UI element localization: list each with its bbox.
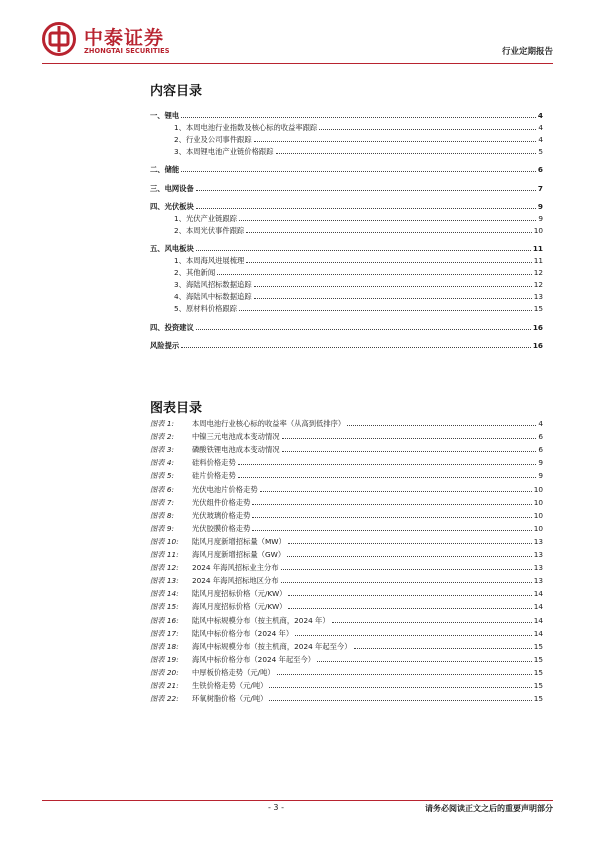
toc-entry-page: 4 bbox=[537, 111, 543, 120]
toc-section-entry[interactable] bbox=[150, 199, 543, 211]
footer-divider bbox=[42, 800, 553, 801]
figure-list-entry[interactable] bbox=[150, 626, 543, 638]
figure-page: 14 bbox=[533, 589, 543, 599]
figure-list-entry[interactable] bbox=[150, 586, 543, 598]
figure-number: 图表 21: bbox=[150, 681, 179, 690]
dot-leader bbox=[254, 286, 532, 287]
dot-leader bbox=[354, 648, 532, 649]
toc-entry-label: 五、风电板块 bbox=[150, 243, 194, 253]
figure-caption: 2024 年海风招标地区分布 bbox=[192, 576, 279, 586]
page-number: - 3 - bbox=[268, 803, 284, 812]
figure-page: 4 bbox=[538, 419, 543, 428]
toc-entry-page: 9 bbox=[537, 201, 543, 211]
toc-entry-page: 11 bbox=[532, 243, 543, 253]
toc-entry-label: 4、海陆风中标数据追踪 bbox=[174, 292, 252, 302]
figure-caption: 陆风中标规模分布（按主机商，2024 年） bbox=[192, 615, 330, 625]
toc-entry-label: 2、行业及公司事件跟踪 bbox=[174, 135, 252, 145]
figure-number: 图表 5: bbox=[150, 471, 175, 481]
toc-subsection-entry[interactable] bbox=[150, 289, 543, 301]
figure-page: 15 bbox=[533, 641, 543, 651]
figure-page: 9 bbox=[538, 471, 543, 481]
figure-caption: 陆风中标价格分布（2024 年） bbox=[192, 628, 294, 638]
toc-entry-label: 二、储能 bbox=[150, 165, 180, 175]
figure-number: 图表 9: bbox=[150, 523, 175, 533]
figure-number: 图表 15: bbox=[150, 602, 179, 612]
figure-caption: 生铁价格走势（元/吨） bbox=[192, 681, 268, 690]
toc-entry-label: 1、光伏产业链跟踪 bbox=[174, 213, 238, 223]
toc-entry-page: 5 bbox=[538, 147, 543, 157]
dot-leader bbox=[217, 274, 532, 275]
dot-leader bbox=[238, 464, 537, 465]
figure-list-entry[interactable] bbox=[150, 639, 543, 651]
dot-leader bbox=[281, 582, 532, 583]
figure-page: 10 bbox=[533, 484, 543, 494]
dot-leader bbox=[196, 250, 531, 251]
figure-page: 9 bbox=[538, 458, 543, 468]
dot-leader bbox=[288, 595, 531, 596]
figure-caption: 本周电池行业核心标的收益率（从高到低排序） bbox=[192, 419, 346, 428]
dot-leader bbox=[196, 329, 531, 330]
dot-leader bbox=[246, 262, 531, 263]
figure-number: 图表 7: bbox=[150, 497, 175, 507]
dot-leader bbox=[254, 298, 532, 299]
toc-entry-page: 12 bbox=[533, 268, 543, 278]
zhongtai-logo-icon bbox=[42, 22, 76, 56]
figure-page: 13 bbox=[533, 550, 543, 559]
dot-leader bbox=[277, 674, 532, 675]
figure-page: 6 bbox=[538, 432, 543, 442]
dot-leader bbox=[287, 556, 532, 557]
figure-caption: 海风中标规模分布（按主机商，2024 年起至今） bbox=[192, 641, 352, 651]
figure-caption: 陆风月度新增招标量（MW） bbox=[192, 536, 286, 546]
figure-number: 图表 17: bbox=[150, 628, 179, 638]
dot-leader bbox=[295, 635, 532, 636]
toc-entry-label: 1、本周电池行业指数及核心标的收益率跟踪 bbox=[174, 123, 318, 133]
figure-list-entry[interactable] bbox=[150, 599, 543, 611]
figure-caption: 海风月度新增招标量（GW） bbox=[192, 550, 286, 559]
toc-entry-label: 5、原材料价格跟踪 bbox=[174, 304, 238, 314]
dot-leader bbox=[252, 517, 531, 518]
figure-list-entry[interactable] bbox=[150, 521, 543, 533]
dot-leader bbox=[260, 491, 532, 492]
dot-leader bbox=[317, 661, 532, 662]
dot-leader bbox=[332, 622, 532, 623]
figure-number: 图表 13: bbox=[150, 576, 179, 586]
figure-number: 图表 3: bbox=[150, 445, 175, 455]
toc-section-entry[interactable] bbox=[150, 108, 543, 120]
dot-leader bbox=[239, 310, 532, 311]
figure-list-entry[interactable] bbox=[150, 508, 543, 520]
figure-list-entry[interactable] bbox=[150, 665, 543, 677]
toc-entry-page: 10 bbox=[533, 225, 543, 235]
toc-entry-page: 9 bbox=[538, 213, 543, 223]
figure-caption: 环氧树脂价格（元/吨） bbox=[192, 694, 268, 704]
figure-number: 图表 16: bbox=[150, 615, 179, 625]
header-divider bbox=[42, 63, 553, 64]
dot-leader bbox=[288, 543, 532, 544]
figure-caption: 陆风月度招标价格（元/KW） bbox=[192, 589, 287, 599]
dot-leader bbox=[181, 171, 536, 172]
dot-leader bbox=[196, 190, 536, 191]
figure-page: 10 bbox=[533, 497, 543, 507]
toc-entry-page: 4 bbox=[538, 135, 543, 145]
dot-leader bbox=[252, 504, 531, 505]
toc-entry-label: 2、其他新闻 bbox=[174, 268, 216, 278]
figure-page: 13 bbox=[533, 576, 543, 586]
toc-entry-page: 16 bbox=[532, 340, 543, 350]
toc-subsection-entry[interactable] bbox=[150, 223, 543, 235]
toc-entry-page: 7 bbox=[537, 183, 543, 193]
figure-caption: 硅料价格走势 bbox=[192, 458, 236, 468]
logo-chinese-name: 中泰证券 bbox=[84, 27, 165, 49]
figure-list-entry[interactable] bbox=[150, 678, 543, 690]
figure-list-entry[interactable] bbox=[150, 429, 543, 441]
contents-title: 内容目录 bbox=[150, 84, 203, 99]
toc-entry-page: 6 bbox=[537, 165, 543, 175]
disclaimer-note: 请务必阅读正文之后的重要声明部分 bbox=[425, 804, 553, 813]
figure-number: 图表 12: bbox=[150, 563, 179, 573]
figure-number: 图表 6: bbox=[150, 484, 175, 494]
company-logo bbox=[42, 22, 192, 58]
figure-caption: 光伏组件价格走势 bbox=[192, 497, 251, 507]
toc-subsection-entry[interactable] bbox=[150, 144, 543, 156]
figure-number: 图表 11: bbox=[150, 550, 179, 559]
figure-caption: 海风月度招标价格（元/KW） bbox=[192, 602, 287, 612]
figure-page: 15 bbox=[533, 694, 543, 704]
toc-subsection-entry[interactable] bbox=[150, 120, 543, 132]
toc-subsection-entry[interactable] bbox=[150, 211, 543, 223]
figure-number: 图表 8: bbox=[150, 510, 175, 520]
toc-section-entry[interactable] bbox=[150, 320, 543, 332]
figure-number: 图表 19: bbox=[150, 654, 179, 664]
figure-page: 15 bbox=[533, 667, 543, 677]
toc-entry-page: 11 bbox=[533, 256, 543, 265]
logo-english-name: ZHONGTAI SECURITIES bbox=[84, 47, 170, 55]
dot-leader bbox=[196, 208, 536, 209]
dot-leader bbox=[319, 129, 536, 130]
figure-page: 13 bbox=[533, 563, 543, 573]
figure-caption: 磷酸铁锂电池成本变动情况 bbox=[192, 445, 280, 455]
figures-title: 图表目录 bbox=[150, 401, 203, 416]
toc-entry-page: 16 bbox=[532, 322, 543, 332]
dot-leader bbox=[269, 700, 531, 701]
toc-section-entry[interactable] bbox=[150, 162, 543, 174]
toc-entry-label: 3、本周锂电池产业链价格跟踪 bbox=[174, 147, 274, 157]
toc-entry-label: 2、本周光伏事件跟踪 bbox=[174, 225, 245, 235]
toc-subsection-entry[interactable] bbox=[150, 301, 543, 313]
toc-section-entry[interactable] bbox=[150, 241, 543, 253]
figure-page: 14 bbox=[533, 628, 543, 638]
report-type-label: 行业定期报告 bbox=[501, 47, 553, 57]
toc-entry-page: 15 bbox=[533, 304, 543, 314]
figure-list-entry[interactable] bbox=[150, 455, 543, 467]
figure-caption: 中厚板价格走势（元/吨） bbox=[192, 667, 275, 677]
figure-list-entry[interactable] bbox=[150, 691, 543, 703]
dot-leader bbox=[252, 530, 531, 531]
dot-leader bbox=[254, 141, 537, 142]
dot-leader bbox=[276, 153, 537, 154]
toc-entry-label: 四、光伏板块 bbox=[150, 201, 194, 211]
figure-page: 10 bbox=[533, 523, 543, 533]
figure-caption: 光伏胶膜价格走势 bbox=[192, 523, 251, 533]
figure-list-entry[interactable] bbox=[150, 547, 543, 559]
toc-subsection-entry[interactable] bbox=[150, 277, 543, 289]
figure-caption: 2024 年海风招标业主分布 bbox=[192, 563, 279, 573]
dot-leader bbox=[238, 477, 537, 478]
dot-leader bbox=[288, 608, 531, 609]
toc-entry-label: 1、本周海风进展梳理 bbox=[174, 256, 245, 265]
figure-number: 图表 4: bbox=[150, 458, 175, 468]
figure-list-entry[interactable] bbox=[150, 534, 543, 546]
dot-leader bbox=[181, 347, 531, 348]
figure-page: 6 bbox=[538, 445, 543, 455]
figure-number: 图表 10: bbox=[150, 536, 179, 546]
toc-subsection-entry[interactable] bbox=[150, 253, 543, 265]
toc-entry-label: 一、锂电 bbox=[150, 111, 180, 120]
toc-subsection-entry[interactable] bbox=[150, 132, 543, 144]
toc-section-entry[interactable] bbox=[150, 338, 543, 350]
figure-number: 图表 20: bbox=[150, 667, 179, 677]
figure-page: 15 bbox=[533, 681, 543, 690]
figure-page: 15 bbox=[533, 654, 543, 664]
toc-entry-page: 4 bbox=[538, 123, 543, 133]
figure-caption: 中镍三元电池成本变动情况 bbox=[192, 432, 280, 442]
figure-list-entry[interactable] bbox=[150, 652, 543, 664]
figure-list-entry[interactable] bbox=[150, 416, 543, 428]
toc-entry-page: 12 bbox=[533, 280, 543, 290]
figure-list-entry[interactable] bbox=[150, 613, 543, 625]
figure-list-entry[interactable] bbox=[150, 482, 543, 494]
figure-list-entry[interactable] bbox=[150, 573, 543, 585]
figure-page: 10 bbox=[533, 510, 543, 520]
dot-leader bbox=[281, 569, 532, 570]
toc-entry-label: 三、电网设备 bbox=[150, 183, 194, 193]
figure-page: 14 bbox=[533, 615, 543, 625]
dot-leader bbox=[282, 451, 537, 452]
figure-number: 图表 18: bbox=[150, 641, 179, 651]
figure-page: 13 bbox=[533, 536, 543, 546]
figure-caption: 硅片价格走势 bbox=[192, 471, 236, 481]
dot-leader bbox=[246, 232, 531, 233]
figure-list-entry[interactable] bbox=[150, 468, 543, 480]
toc-entry-page: 13 bbox=[533, 292, 543, 302]
toc-entry-label: 3、海陆风招标数据追踪 bbox=[174, 280, 252, 290]
dot-leader bbox=[282, 438, 537, 439]
figure-caption: 海风中标价格分布（2024 年起至今） bbox=[192, 654, 316, 664]
figure-number: 图表 1: bbox=[150, 419, 175, 428]
toc-entry-label: 风险提示 bbox=[150, 340, 180, 350]
toc-subsection-entry[interactable] bbox=[150, 265, 543, 277]
figure-number: 图表 22: bbox=[150, 694, 179, 704]
toc-section-entry[interactable] bbox=[150, 181, 543, 193]
dot-leader bbox=[239, 220, 536, 221]
figure-list-entry[interactable] bbox=[150, 442, 543, 454]
dot-leader bbox=[269, 687, 531, 688]
figure-number: 图表 2: bbox=[150, 432, 175, 442]
figure-list-entry[interactable] bbox=[150, 495, 543, 507]
toc-entry-label: 四、投资建议 bbox=[150, 322, 194, 332]
figure-caption: 光伏电池片价格走势 bbox=[192, 484, 258, 494]
figure-page: 14 bbox=[533, 602, 543, 612]
figure-number: 图表 14: bbox=[150, 589, 179, 599]
dot-leader bbox=[347, 425, 536, 426]
figure-caption: 光伏玻璃价格走势 bbox=[192, 510, 251, 520]
dot-leader bbox=[181, 117, 536, 118]
figure-list-entry[interactable] bbox=[150, 560, 543, 572]
